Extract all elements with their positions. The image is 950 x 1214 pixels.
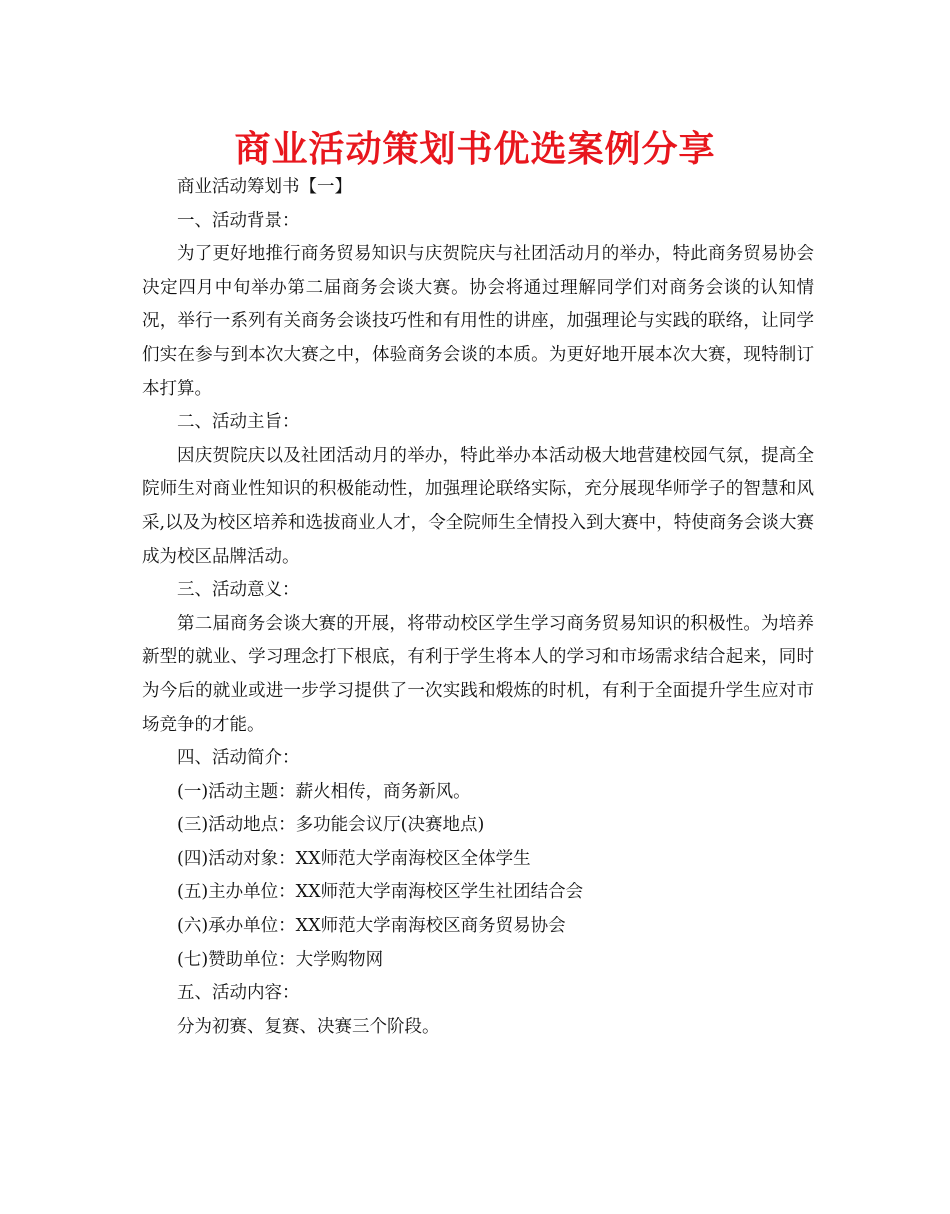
section-heading-content: 五、活动内容：	[177, 983, 300, 1004]
paragraph-purpose: 因庆贺院庆以及社团活动月的举办，特此举办本活动极大地营建校园气氛，提高全院师生对商业性知识的积极能动性，加强理论联络实际，充分展现华师学子的智慧和风采,以及为校区培养和选拔商业人才，令全院师生全情投入到大赛中，特使商务会谈大赛成为校区品牌活动。	[142, 445, 814, 567]
list-item-organizer: (五)主办单位：XX师范大学南海校区学生社团结合会	[177, 882, 584, 903]
paragraph-content: 分为初赛、复赛、决赛三个阶段。	[177, 1016, 440, 1037]
document-body	[142, 171, 814, 1044]
section-heading-introduction: 四、活动简介：	[177, 748, 300, 769]
section-heading-significance: 三、活动意义：	[177, 580, 300, 601]
paragraph-significance: 第二届商务会谈大赛的开展，将带动校区学生学习商务贸易知识的积极性。为培养新型的就业、学习理念打下根底，有利于学生将本人的学习和市场需求结合起来，同时为今后的就业或进一步学习提供了一次实践和煅炼的时机，有利于全面提升学生应对市场竞争的才能。	[142, 613, 814, 735]
list-item-audience: (四)活动对象：XX师范大学南海校区全体学生	[177, 848, 531, 869]
section-heading-plan-one: 商业活动筹划书【一】	[177, 177, 352, 197]
list-item-host: (六)承办单位：XX师范大学南海校区商务贸易协会	[177, 916, 566, 937]
list-item-sponsor: (七)赞助单位：大学购物网	[177, 949, 384, 970]
section-heading-purpose: 二、活动主旨：	[177, 412, 300, 433]
section-heading-background: 一、活动背景：	[177, 210, 300, 231]
list-item-theme: (一)活动主题：薪火相传，商务新风。	[177, 781, 471, 802]
list-item-venue: (三)活动地点：多功能会议厅(决赛地点)	[177, 815, 485, 836]
paragraph-background: 为了更好地推行商务贸易知识与庆贺院庆与社团活动月的举办，特此商务贸易协会决定四月中旬举办第二届商务会谈大赛。协会将通过理解同学们对商务会谈的认知情况，举行一系列有关商务会谈技巧性和有用性的讲座，加强理论与实践的联络，让同学们实在参与到本次大赛之中，体验商务会谈的本质。为更好地开展本次大赛，现特制订本打算。	[142, 244, 814, 399]
document-title: 商业活动策划书优选案例分享	[234, 129, 716, 170]
